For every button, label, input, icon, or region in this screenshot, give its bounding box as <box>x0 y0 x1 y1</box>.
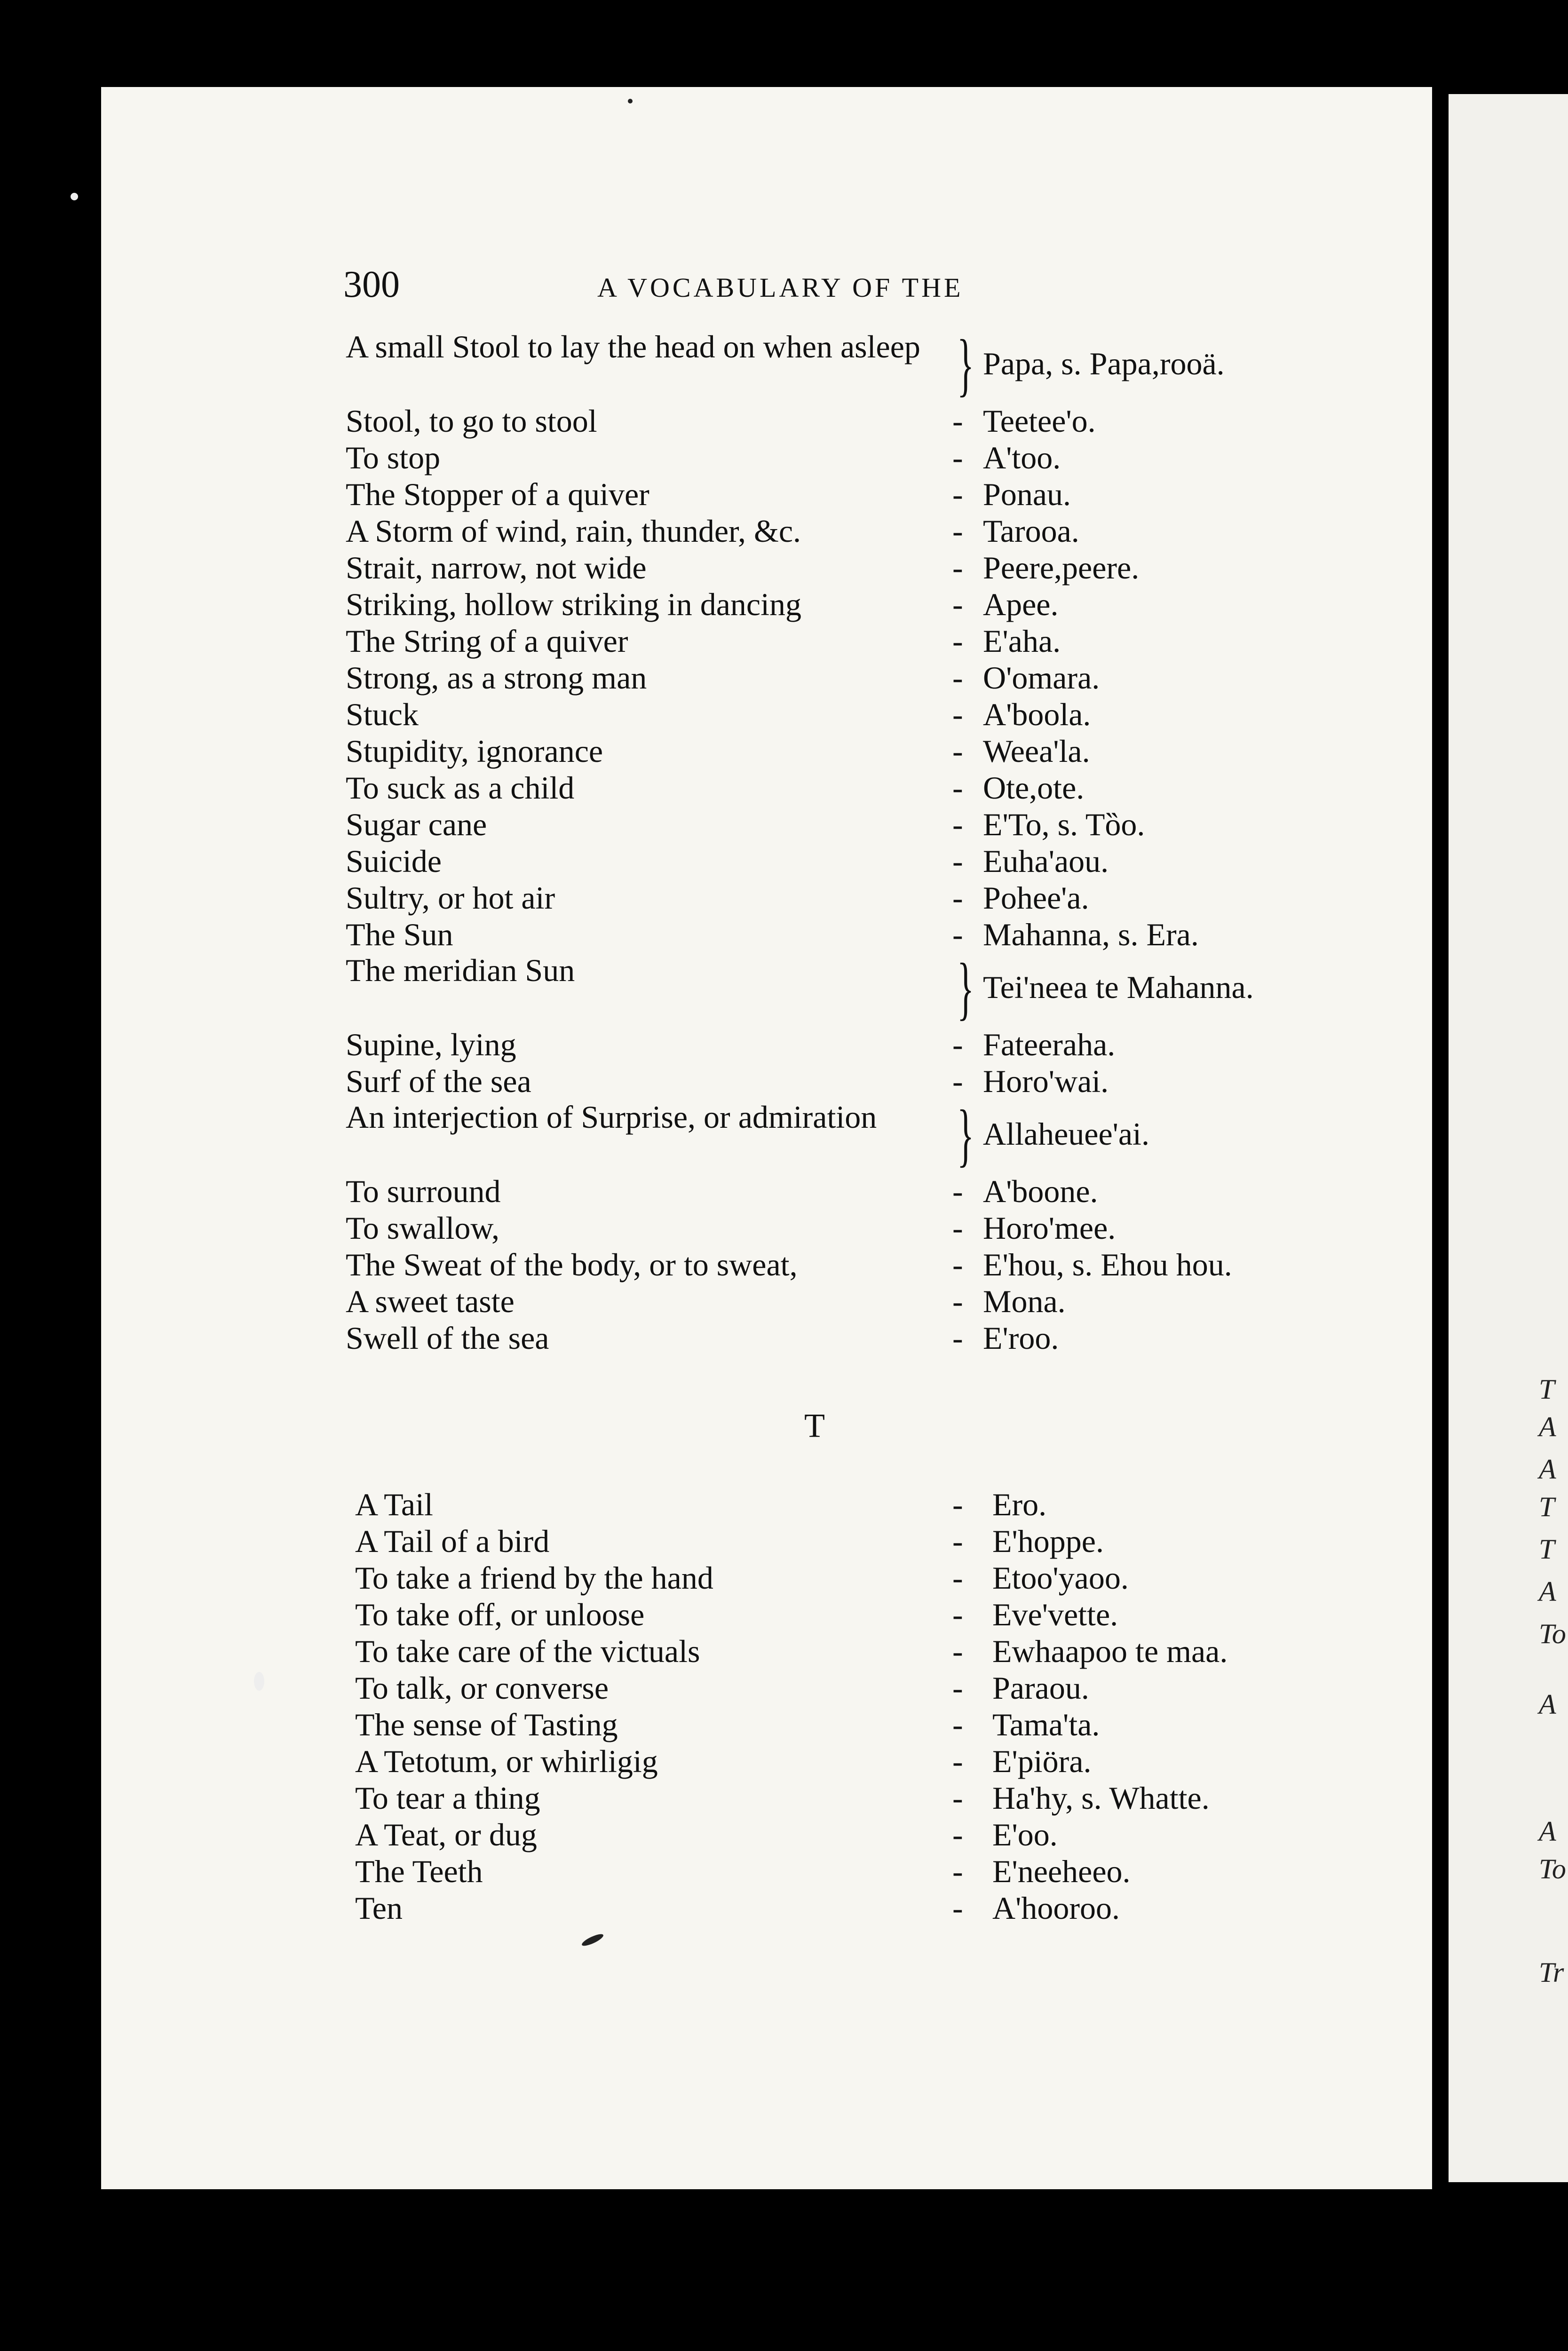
tahitian-term: Ha'hy, s. Whatte. <box>992 1780 1210 1816</box>
vocabulary-entry <box>346 696 1432 733</box>
tahitian-term: E'roo. <box>983 1320 1059 1356</box>
vocabulary-entry <box>346 949 1432 1027</box>
edge-fragment: T <box>1539 1534 1555 1565</box>
leader-dash: - <box>952 513 988 549</box>
vocabulary-entry <box>346 476 1432 513</box>
edge-fragment: A <box>1539 1576 1556 1607</box>
leader-dash: - <box>952 1210 988 1246</box>
ink-speck <box>254 1672 264 1691</box>
english-term: The Sweat of the body, or to sweat, <box>346 1247 798 1282</box>
tahitian-term: A'boone. <box>983 1173 1098 1209</box>
tahitian-term: Peere,peere. <box>983 550 1140 586</box>
english-term: The meridian Sun <box>346 952 575 988</box>
vocabulary-entry <box>355 1890 1432 1926</box>
tahitian-term: Mahanna, s. Era. <box>983 917 1199 952</box>
edge-fragment: To <box>1539 1853 1566 1884</box>
leader-dash: - <box>952 917 988 952</box>
vocabulary-entry <box>355 1633 1432 1670</box>
vocabulary-entry <box>346 1173 1432 1210</box>
vocabulary-entry <box>355 1596 1432 1633</box>
vocabulary-entry <box>346 1320 1432 1356</box>
english-term: Stupidity, ignorance <box>346 733 603 769</box>
vocabulary-list-t <box>355 1486 1432 1926</box>
vocabulary-entry <box>346 1026 1432 1063</box>
vocabulary-entry <box>355 1706 1432 1743</box>
vocabulary-entry <box>346 1096 1432 1174</box>
brace-mark: } <box>957 325 974 404</box>
vocabulary-entry <box>346 1246 1432 1283</box>
tahitian-term: E'To, s. Tȍo. <box>983 807 1145 842</box>
english-term: The sense of Tasting <box>355 1707 618 1742</box>
leader-dash: - <box>952 586 988 622</box>
vocabulary-entry <box>346 623 1432 659</box>
leader-dash: - <box>952 1173 988 1209</box>
vocabulary-entry <box>346 733 1432 769</box>
tahitian-term: Ponau. <box>983 476 1071 512</box>
leader-dash: - <box>952 660 988 696</box>
ink-speck <box>71 193 78 200</box>
leader-dash: - <box>952 1320 988 1356</box>
english-term: An interjection of Surprise, or admiration <box>346 1099 877 1135</box>
english-term: The String of a quiver <box>346 623 628 659</box>
vocabulary-entry <box>346 439 1432 476</box>
leader-dash: - <box>952 476 988 512</box>
edge-fragment: A <box>1539 1816 1556 1847</box>
tahitian-term: E'oo. <box>992 1817 1058 1852</box>
english-term: Strait, narrow, not wide <box>346 550 647 586</box>
edge-fragment: Tr <box>1539 1957 1564 1988</box>
leader-dash: - <box>952 1670 988 1706</box>
vocabulary-entry <box>346 1210 1432 1246</box>
english-term: To swallow, <box>346 1210 500 1246</box>
english-term: A Storm of wind, rain, thunder, &c. <box>346 513 801 549</box>
vocabulary-entry <box>346 403 1432 439</box>
english-term: Swell of the sea <box>346 1320 549 1356</box>
english-term: Surf of the sea <box>346 1063 531 1099</box>
vocabulary-entry <box>355 1780 1432 1816</box>
page-number: 300 <box>343 264 400 305</box>
brace-mark: } <box>957 1096 974 1174</box>
english-term: Striking, hollow striking in dancing <box>346 586 801 622</box>
leader-dash: - <box>952 440 988 475</box>
page-header <box>343 263 1425 315</box>
edge-fragment: A <box>1539 1689 1556 1720</box>
vocabulary-entry <box>346 879 1432 916</box>
tahitian-term: Etoo'yaoo. <box>992 1560 1129 1596</box>
tahitian-term: A'hooroo. <box>992 1890 1120 1926</box>
vocabulary-entry <box>355 1486 1432 1523</box>
english-term: Sultry, or hot air <box>346 880 555 916</box>
leader-dash: - <box>952 1707 988 1742</box>
running-title: A VOCABULARY OF THE <box>597 272 964 303</box>
leader-dash: - <box>952 697 988 732</box>
english-term: Stool, to go to stool <box>346 403 597 439</box>
leader-dash: - <box>952 1743 988 1779</box>
english-term: To take off, or unloose <box>355 1597 645 1632</box>
tahitian-term: Tei'neea te Mahanna. <box>983 969 1254 1005</box>
tahitian-term: Euha'aou. <box>983 843 1109 879</box>
tahitian-term: A'boola. <box>983 697 1091 732</box>
vocabulary-entry <box>355 1816 1432 1853</box>
tahitian-term: Tama'ta. <box>992 1707 1100 1742</box>
leader-dash: - <box>952 550 988 586</box>
leader-dash: - <box>952 403 988 439</box>
english-term: A sweet taste <box>346 1283 515 1319</box>
vocabulary-entry <box>346 916 1432 953</box>
vocabulary-entry <box>355 1523 1432 1559</box>
english-term: The Teeth <box>355 1853 483 1889</box>
english-term: The Stopper of a quiver <box>346 476 649 512</box>
vocabulary-entry <box>346 843 1432 879</box>
english-term: A Teat, or dug <box>355 1817 537 1852</box>
english-term: To suck as a child <box>346 770 575 806</box>
vocabulary-entry <box>355 1853 1432 1890</box>
vocabulary-entry <box>346 1063 1432 1100</box>
vocabulary-entry <box>346 769 1432 806</box>
tahitian-term: Paraou. <box>992 1670 1089 1706</box>
leader-dash: - <box>952 1283 988 1319</box>
leader-dash: - <box>952 733 988 769</box>
edge-fragment: T <box>1539 1374 1555 1405</box>
tahitian-term: Ote,ote. <box>983 770 1085 806</box>
leader-dash: - <box>952 1487 988 1522</box>
tahitian-term: E'hou, s. Ehou hou. <box>983 1247 1232 1282</box>
english-term: To take care of the victuals <box>355 1633 700 1669</box>
english-term: Supine, lying <box>346 1027 516 1062</box>
leader-dash: - <box>952 1063 988 1099</box>
english-term: The Sun <box>346 917 453 952</box>
leader-dash: - <box>952 1523 988 1559</box>
english-term: Sugar cane <box>346 807 487 842</box>
vocabulary-list-s <box>346 325 1432 1356</box>
english-term: A small Stool to lay the head on when asleep <box>346 329 920 364</box>
vocabulary-entry <box>346 325 1432 404</box>
vocabulary-entry <box>346 513 1432 549</box>
vocabulary-entry <box>355 1743 1432 1780</box>
english-term: A Tetotum, or whirligig <box>355 1743 658 1779</box>
tahitian-term: Horo'mee. <box>983 1210 1116 1246</box>
tahitian-term: Horo'wai. <box>983 1063 1109 1099</box>
english-term: A Tail <box>355 1487 433 1522</box>
vocabulary-entry <box>346 1283 1432 1320</box>
leader-dash: - <box>952 880 988 916</box>
tahitian-term: E'neeheeo. <box>992 1853 1131 1889</box>
edge-fragment: T <box>1539 1491 1555 1522</box>
english-term: To stop <box>346 440 441 475</box>
tahitian-term: Fateeraha. <box>983 1027 1116 1062</box>
leader-dash: - <box>952 1853 988 1889</box>
tahitian-term: Ewhaapoo te maa. <box>992 1633 1228 1669</box>
leader-dash: - <box>952 1027 988 1062</box>
english-term: To surround <box>346 1173 501 1209</box>
english-term: Stuck <box>346 697 419 732</box>
tahitian-term: Pohee'a. <box>983 880 1089 916</box>
leader-dash: - <box>952 807 988 842</box>
english-term: Ten <box>355 1890 403 1926</box>
tahitian-term: Eve'vette. <box>992 1597 1118 1632</box>
tahitian-term: Weea'la. <box>983 733 1090 769</box>
vocabulary-entry <box>346 806 1432 843</box>
leader-dash: - <box>952 843 988 879</box>
tahitian-term: A'too. <box>983 440 1061 475</box>
ink-speck <box>628 99 633 103</box>
vocabulary-entry <box>355 1559 1432 1596</box>
english-term: To talk, or converse <box>355 1670 609 1706</box>
tahitian-term: Tarooa. <box>983 513 1079 549</box>
tahitian-term: Apee. <box>983 586 1059 622</box>
leader-dash: - <box>952 1597 988 1632</box>
vocabulary-entry <box>355 1670 1432 1706</box>
tahitian-term: Teetee'o. <box>983 403 1096 439</box>
english-term: To take a friend by the hand <box>355 1560 713 1596</box>
tahitian-term: Papa, s. Papa,rooä. <box>983 346 1225 381</box>
tahitian-term: Mona. <box>983 1283 1066 1319</box>
edge-fragment: To <box>1539 1618 1566 1649</box>
vocabulary-entry <box>346 549 1432 586</box>
leader-dash: - <box>952 1780 988 1816</box>
tahitian-term: E'aha. <box>983 623 1061 659</box>
edge-fragment: A <box>1539 1411 1556 1442</box>
tahitian-term: O'omara. <box>983 660 1100 696</box>
leader-dash: - <box>952 1817 988 1852</box>
edge-fragment: A <box>1539 1454 1556 1485</box>
english-term: A Tail of a bird <box>355 1523 550 1559</box>
brace-mark: } <box>957 949 974 1027</box>
vocabulary-entry <box>346 659 1432 696</box>
vocabulary-entry <box>346 586 1432 623</box>
english-term: To tear a thing <box>355 1780 540 1816</box>
tahitian-term: E'piöra. <box>992 1743 1092 1779</box>
english-term: Suicide <box>346 843 442 879</box>
tahitian-term: Allaheuee'ai. <box>983 1116 1149 1152</box>
section-letter: T <box>804 1407 825 1444</box>
leader-dash: - <box>952 1890 988 1926</box>
leader-dash: - <box>952 770 988 806</box>
leader-dash: - <box>952 623 988 659</box>
leader-dash: - <box>952 1560 988 1596</box>
english-term: Strong, as a strong man <box>346 660 647 696</box>
leader-dash: - <box>952 1633 988 1669</box>
tahitian-term: Ero. <box>992 1487 1047 1522</box>
leader-dash: - <box>952 1247 988 1282</box>
tahitian-term: E'hoppe. <box>992 1523 1104 1559</box>
